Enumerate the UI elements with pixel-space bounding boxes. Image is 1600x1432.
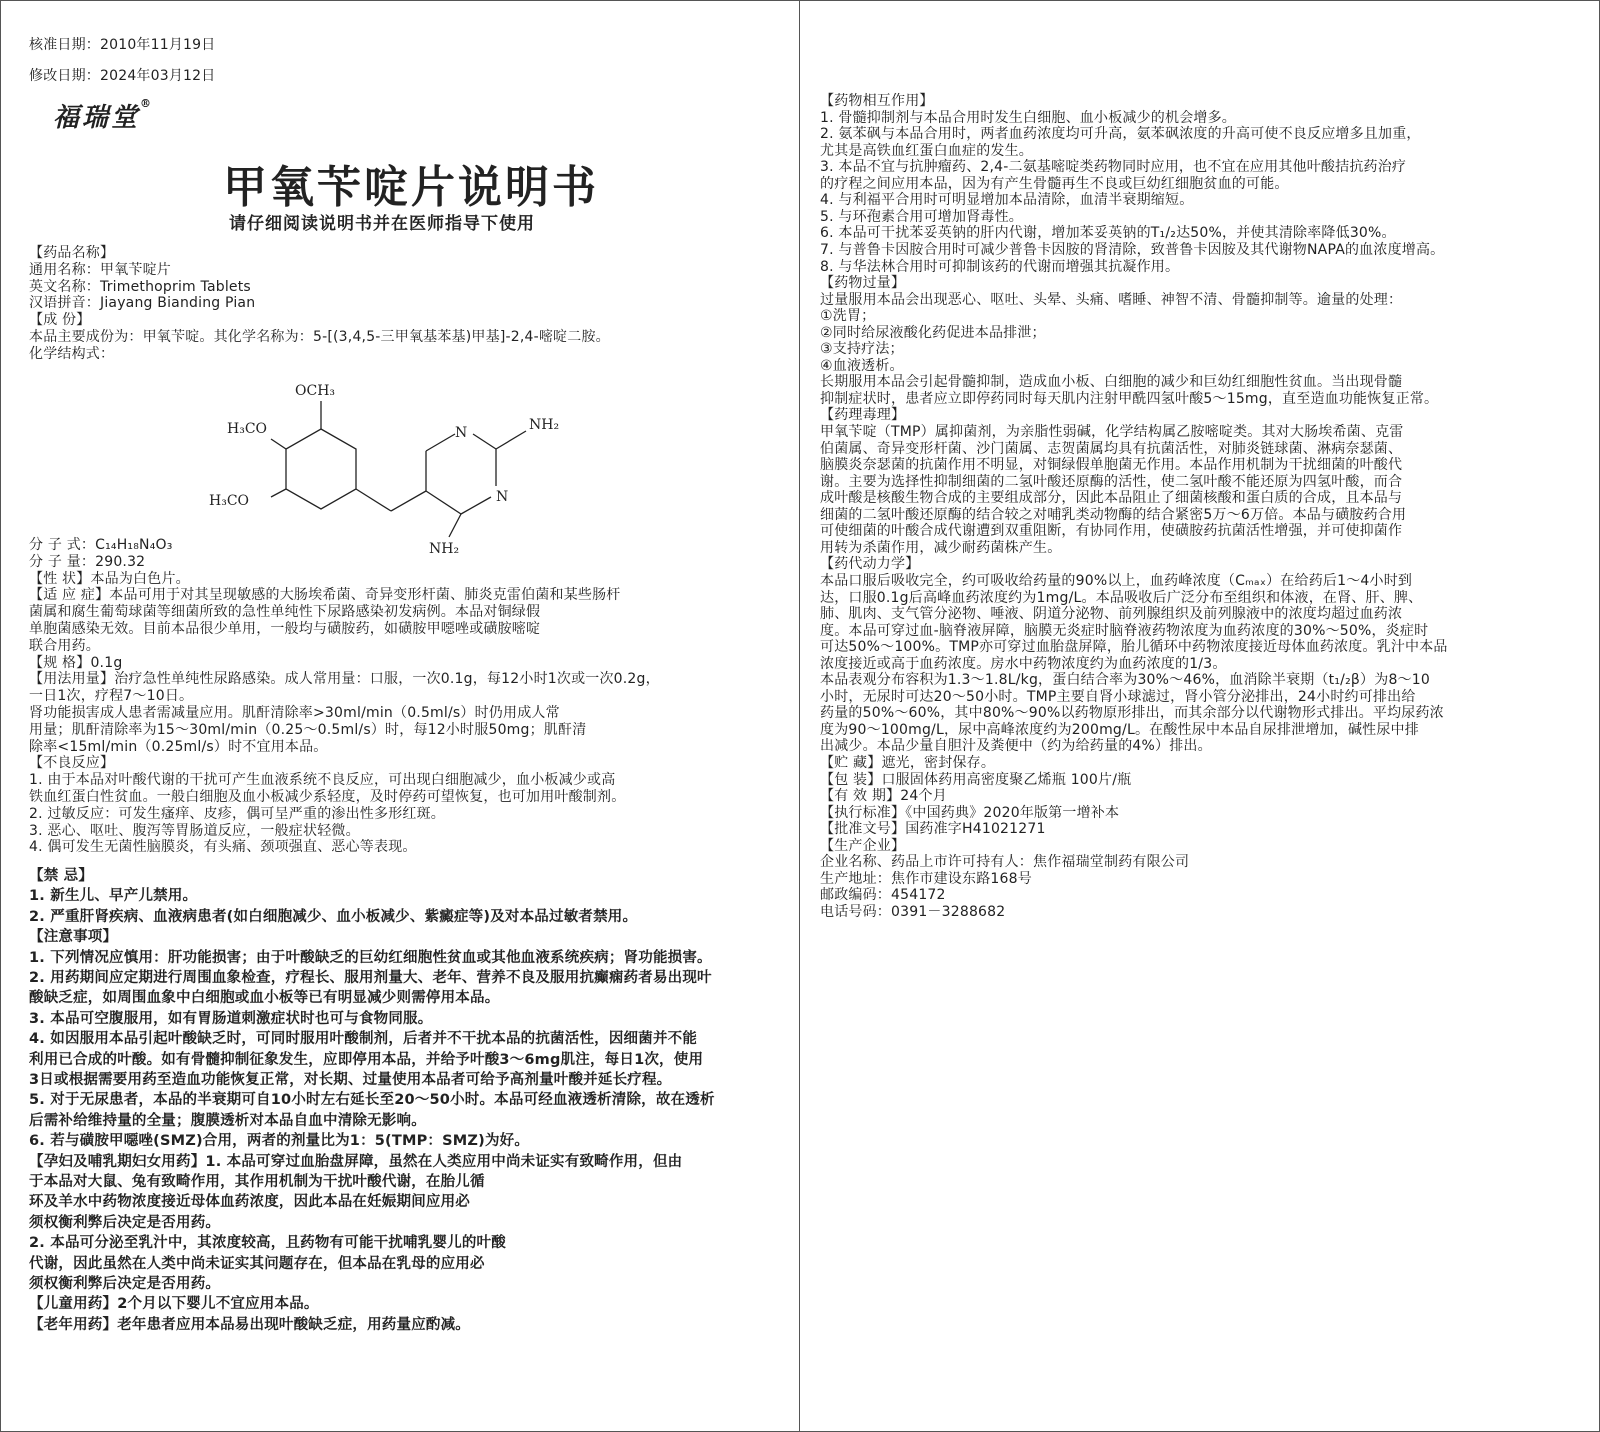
text-line: 电话号码：0391－3288682 [820, 903, 1006, 920]
text-line: 【药品名称】 [29, 245, 115, 261]
registered-mark: ® [140, 97, 155, 110]
text-line: 抑制症状时，患者应立即停药同时每天肌内注射甲酰四氢叶酸5～15mg，直至造血功能恢复正常。 [820, 390, 1439, 407]
text-line: 【成 份】 [29, 312, 91, 329]
text-line-bold: 2. 严重肝肾疾病、血液病患者(如白细胞减少、血小板减少、紫癜症等)及对本品过敏者禁用。 [29, 908, 638, 925]
amino-right: NH₂ [529, 417, 560, 433]
text-line-bold: 5. 对于无尿患者，本品的半衰期可自10小时左右延长至20～50小时。本品可经血液透析清除，故在透析 [29, 1092, 715, 1109]
text-line-bold: 3日或根据需要用药至造血功能恢复正常，对长期、过量使用本品者可给予高剂量叶酸并延长疗程。 [29, 1072, 672, 1088]
right-page [800, 0, 1600, 1432]
nitrogen-lower: N [496, 489, 509, 505]
text-line: 通用名称：甲氧苄啶片 [29, 261, 171, 278]
text-line: 英文名称：Trimethoprim Tablets [29, 278, 251, 295]
text-line: 度为90～100mg/L，尿中高峰浓度约为200mg/L。在酸性尿中本品自尿排泄增加，碱性尿中排 [820, 721, 1419, 738]
text-line-bold: 2. 用药期间应定期进行周围血象检查，疗程长、服用剂量大、老年、营养不良及服用抗癫痫药者易出现叶 [29, 970, 712, 986]
text-line: 4. 与利福平合用时可明显增加本品清除，血清半衰期缩短。 [820, 192, 1194, 209]
text-line: 出减少。本品少量自胆汁及粪便中（约为给药量的4%）排出。 [820, 738, 1212, 755]
text-line-bold: 于本品对大鼠、兔有致畸作用，其作用机制为干扰叶酸代谢，在胎儿循 [29, 1174, 485, 1190]
text-line-bold: 【孕妇及哺乳期妇女用药】1. 本品可穿过血胎盘屏障，虽然在人类应用中尚未证实有致畸作用，但由 [29, 1153, 683, 1170]
document-title: 甲氧苄啶片说明书 [223, 162, 599, 213]
nitrogen-upper: N [455, 425, 468, 441]
text-line: 伯菌属、奇异变形杆菌、沙门菌属、志贺菌属均具有抗菌活性，对肺炎链球菌、淋病奈瑟菌、 [820, 440, 1403, 457]
text-line: 1. 由于本品对叶酸代谢的干扰可产生血液系统不良反应，可出现白细胞减少，血小板减少或高 [29, 772, 616, 789]
text-line-bold: 【注意事项】 [29, 929, 118, 946]
text-line: 浓度接近或高于血药浓度。房水中药物浓度约为血药浓度的1/3。 [820, 655, 1227, 672]
text-line: ③支持疗法； [820, 341, 904, 358]
text-line-bold: 【儿童用药】2个月以下婴儿不宜应用本品。 [29, 1296, 319, 1313]
text-line: 【药理毒理】 [820, 407, 906, 424]
text-line: 【用法用量】治疗急性单纯性尿路感染。成人常用量：口服，一次0.1g，每12小时1次或一次0.2g， [29, 671, 660, 688]
text-line: 本品表观分布容积为1.3～1.8L/kg，蛋白结合率为30%～46%，血消除半衰期（t₁/₂β）为8～10 [820, 672, 1430, 689]
text-line: 【有 效 期】24个月 [820, 788, 947, 805]
text-line: 用量；肌酐清除率为15～30ml/min（0.25～0.5ml/s）时，每12小时服50mg；肌酐清 [29, 721, 587, 738]
brand-logo [53, 97, 154, 134]
text-line: 脑膜炎奈瑟菌的抗菌作用不明显，对铜绿假单胞菌无作用。本品作用机制为干扰细菌的叶酸代 [820, 457, 1403, 474]
text-line: 【包 装】口服固体药用高密度聚乙烯瓶 100片/瓶 [820, 771, 1132, 788]
text-line: 甲氧苄啶（TMP）属抑菌剂，为亲脂性弱碱，化学结构属乙胺嘧啶类。其对大肠埃希菌、克雷 [820, 424, 1404, 440]
methoxy-top: OCH₃ [295, 383, 336, 399]
text-line: 度。本品可穿过血-脑脊液屏障，脑膜无炎症时脑脊液药物浓度为血药浓度的30%～50%，炎症时 [820, 622, 1429, 639]
text-line: 【批准文号】国药准字H41021271 [820, 821, 1046, 838]
text-line-bold: 后需补给维持量的全量；腹膜透析对本品自血中清除无影响。 [29, 1112, 426, 1129]
text-line-bold: 4. 如因服用本品引起叶酸缺乏时，可同时服用叶酸制剂，后者并不干扰本品的抗菌活性，因细菌并不能 [29, 1031, 698, 1048]
text-line-bold: 环及羊水中药物浓度接近母体血药浓度，因此本品在妊娠期间应用必 [29, 1194, 470, 1211]
text-line: 的疗程之间应用本品，因为有产生骨髓再生不良或巨幼红细胞贫血的可能。 [820, 175, 1289, 192]
text-line: 6. 本品可干扰苯妥英钠的肝内代谢，增加苯妥英钠的T₁/₂达50%，并使其清除率降低30%。 [820, 225, 1396, 242]
text-line: 长期服用本品会引起骨髓抑制，造成血小板、白细胞的减少和巨幼红细胞性贫血。当出现骨髓 [820, 374, 1403, 391]
text-line-bold: 须权衡利弊后决定是否用药。 [29, 1276, 221, 1292]
text-line: 肾功能损害成人患者需减量应用。肌酐清除率>30ml/min（0.5ml/s）时仍用成人常 [29, 705, 560, 721]
text-line-bold: 3. 本品可空腹服用，如有胃肠道刺激症状时也可与食物同服。 [29, 1010, 433, 1027]
text-line: ①洗胃； [820, 308, 876, 325]
text-line-bold: 代谢，因此虽然在人类中尚未证实其问题存在，但本品在乳母的应用必 [29, 1255, 485, 1272]
text-line-bold: 酸缺乏症，如周围血象中白细胞或血小板等已有明显减少则需停用本品。 [29, 990, 500, 1007]
text-line: 【规 格】0.1g [29, 654, 123, 671]
methoxy-upper: H₃CO [227, 421, 268, 437]
text-line: 联合用药。 [29, 637, 100, 654]
text-line: 除率<15ml/min（0.25ml/s）时不宜用本品。 [29, 738, 328, 755]
text-line: 一日1次，疗程7～10日。 [29, 688, 194, 705]
text-line: 2. 氨苯砜与本品合用时，两者血药浓度均可升高，氨苯砜浓度的升高可使不良反应增多且加重， [820, 126, 1421, 143]
text-line: 企业名称、药品上市许可持有人：焦作福瑞堂制药有限公司 [820, 854, 1190, 871]
text-line: 本品口服后吸收完全，约可吸收给药量的90%以上，血药峰浓度（Cₘₐₓ）在给药后1～4小时到 [820, 572, 1413, 589]
text-line-bold: 利用已合成的叶酸。如有骨髓抑制征象发生，应即停用本品，并给予叶酸3～6mg肌注，每日1次，使用 [29, 1051, 704, 1068]
text-line: 过量服用本品会出现恶心、呕吐、头晕、头痛、嗜睡、神智不清、骨髓抑制等。逾量的处理： [820, 291, 1403, 308]
amino-bottom: NH₂ [429, 541, 460, 557]
brand-name: 福瑞堂 [53, 103, 141, 133]
text-line: 3. 本品不宜与抗肿瘤药、2,4-二氨基嘧啶类药物同时应用，也不宜在应用其他叶酸拮抗药治疗 [820, 159, 1407, 176]
text-line-bold: 【禁 忌】 [29, 868, 94, 884]
text-line: 【贮 藏】遮光，密封保存。 [820, 755, 996, 771]
text-line: 【执行标准】《中国药典》2020年版第一增补本 [820, 804, 1120, 821]
text-line-bold: 须权衡利弊后决定是否用药。 [29, 1214, 221, 1231]
chemical-structure-diagram [191, 379, 591, 564]
text-line: 7. 与普鲁卡因胺合用时可减少普鲁卡因胺的肾清除，致普鲁卡因胺及其代谢物NAPA的血浓度增高。 [820, 241, 1445, 258]
text-line: 邮政编码：454172 [820, 887, 946, 904]
text-line: 【适 应 症】本品可用于对其呈现敏感的大肠埃希菌、奇异变形杆菌、肺炎克雷伯菌和某些肠杆 [29, 587, 621, 604]
text-line: 细菌的二氢叶酸还原酶的结合较之对哺乳类动物酶的结合紧密5万～6万倍。本品与磺胺药合用 [820, 506, 1407, 523]
text-line: 本品主要成份为：甲氧苄啶。其化学名称为：5-[(3,4,5-三甲氧基苯基)甲基]-2,4-嘧啶二胺。 [29, 329, 610, 345]
text-line: 3. 恶心、呕吐、腹泻等胃肠道反应，一般症状轻微。 [29, 822, 360, 839]
text-line: 铁血红蛋白性贫血。一般白细胞及血小板减少系轻度，及时停药可望恢复，也可加用叶酸制剂。 [29, 789, 626, 805]
text-line: 可达50%～100%。TMP亦可穿过血胎盘屏障，胎儿循环中药物浓度接近母体血药浓度。乳汁中本品 [820, 639, 1448, 656]
text-line: 【药物相互作用】 [820, 93, 934, 109]
text-line: 【不良反应】 [29, 755, 115, 772]
text-line: 小时，无尿时可达20～50小时。TMP主要自肾小球滤过，肾小管分泌排出，24小时约可排出给 [820, 688, 1416, 705]
text-line-bold: 6. 若与磺胺甲噁唑(SMZ)合用，两者的剂量比为1：5(TMP：SMZ)为好。 [29, 1133, 530, 1150]
text-line: 达，口服0.1g后高峰血药浓度约为1mg/L。本品吸收后广泛分布至组织和体液，在肾、肝、脾、 [820, 589, 1423, 606]
text-line-bold: 2. 本品可分泌至乳汁中，其浓度较高，且药物有可能干扰哺乳婴儿的叶酸 [29, 1235, 506, 1252]
text-line: 4. 偶可发生无菌性脑膜炎，有头痛、颈项强直、恶心等表现。 [29, 839, 417, 856]
text-line: 肺、肌肉、支气管分泌物、唾液、阴道分泌物、前列腺组织及前列腺液中的浓度均超过血药浓 [820, 606, 1403, 623]
text-line: 谢。主要为选择性抑制细菌的二氢叶酸还原酶的活性，使二氢叶酸不能还原为四氢叶酸，而合 [820, 473, 1403, 490]
text-line: 生产地址：焦作市建设东路168号 [820, 870, 1032, 887]
text-line: 1. 骨髓抑制剂与本品合用时发生白细胞、血小板减少的机会增多。 [820, 109, 1237, 126]
text-line-bold: 1. 下列情况应慎用：肝功能损害；由于叶酸缺乏的巨幼红细胞性贫血或其他血液系统疾病；肾功能损害。 [29, 949, 712, 966]
text-line-bold: 1. 新生儿、早产儿禁用。 [29, 888, 198, 905]
text-line: 可使细菌的叶酸合成代谢遭到双重阻断，有协同作用，使磺胺药抗菌活性增强，并可使抑菌作 [820, 523, 1403, 540]
approval-date: 核准日期：2010年11月19日 [29, 37, 216, 53]
text-line: 用转为杀菌作用，减少耐药菌株产生。 [820, 539, 1062, 556]
text-line: 【药代动力学】 [820, 556, 920, 573]
text-line: 汉语拼音：Jiayang Bianding Pian [29, 295, 256, 312]
methoxy-lower: H₃CO [209, 493, 250, 509]
text-line-bold: 【老年用药】老年患者应用本品易出现叶酸缺乏症，用药量应酌减。 [29, 1316, 470, 1333]
text-line: 菌属和腐生葡萄球菌等细菌所致的急性单纯性下尿路感染初发病例。本品对铜绿假 [29, 604, 541, 621]
text-line: 8. 与华法林合用时可抑制该药的代谢而增强其抗凝作用。 [820, 258, 1180, 275]
revision-date: 修改日期：2024年03月12日 [29, 68, 216, 84]
text-line: 成叶酸是核酸生物合成的主要组成部分，因此本品阻止了细菌核酸和蛋白质的合成，且本品与 [820, 490, 1403, 507]
text-line: 分 子 式：C₁₄H₁₈N₄O₃ [29, 537, 173, 553]
text-line: 5. 与环孢素合用可增加肾毒性。 [820, 208, 1024, 225]
document-subtitle: 请仔细阅读说明书并在医师指导下使用 [229, 214, 535, 234]
text-line: 【生产企业】 [820, 837, 906, 854]
text-line: 药量的50%～60%，其中80%～90%以药物原形排出，而其余部分以代谢物形式排出。平均尿药浓 [820, 705, 1444, 722]
text-line: 2. 过敏反应：可发生瘙痒、皮疹，偶可呈严重的渗出性多形红斑。 [29, 805, 446, 822]
text-line: 【药物过量】 [820, 275, 906, 292]
text-line: 【性 状】本品为白色片。 [29, 570, 190, 587]
text-line: ②同时给尿液酸化药促进本品排泄； [820, 324, 1046, 341]
text-line: 单胞菌感染无效。目前本品很少单用，一般均与磺胺药，如磺胺甲噁唑或磺胺嘧啶 [29, 621, 541, 637]
text-line: 化学结构式： [29, 345, 115, 362]
text-line: 尤其是高铁血红蛋白血症的发生。 [820, 142, 1033, 159]
text-line: 分 子 量：290.32 [29, 553, 146, 570]
text-line: ④血液透析。 [820, 357, 904, 374]
